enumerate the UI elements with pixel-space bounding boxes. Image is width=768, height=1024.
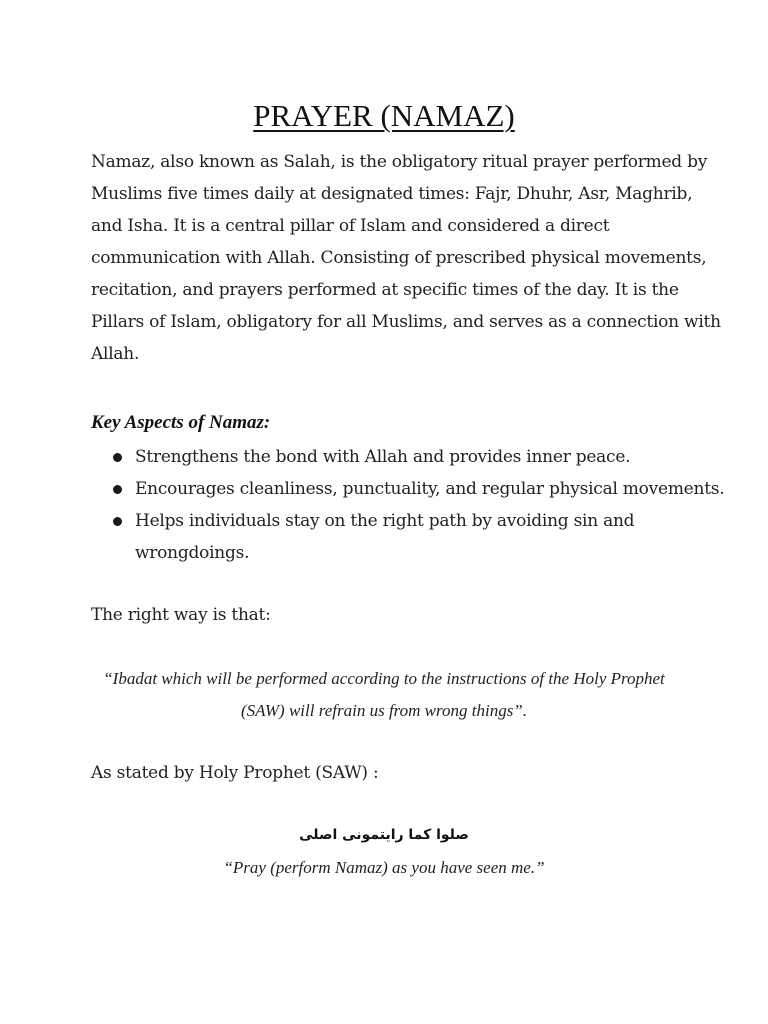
quote-line: “Ibadat which will be performed according to the instructions of the Holy Prophet <box>103 669 665 688</box>
quote-line: (SAW) will refrain us from wrong things”. <box>240 701 528 720</box>
list-item <box>110 441 710 473</box>
intro-paragraph <box>91 146 721 370</box>
bullet-icon <box>113 485 122 494</box>
key-aspects-list <box>110 441 725 569</box>
intro-line: communication with Allah. Consisting of prescribed physical movements, <box>91 248 707 268</box>
list-item-text: Strengthens the bond with Allah and provides inner peace. <box>135 447 631 467</box>
hadith-translation: “Pray (perform Namaz) as you have seen me.” <box>223 858 545 877</box>
intro-line: Pillars of Islam, obligatory for all Muslims, and serves as a connection with <box>91 312 721 332</box>
intro-line: Namaz, also known as Salah, is the obligatory ritual prayer performed by <box>91 152 708 172</box>
intro-line: Muslims five times daily at designated times: Fajr, Dhuhr, Asr, Maghrib, <box>91 184 693 204</box>
right-way-text: The right way is that: <box>91 605 271 625</box>
intro-line: Allah. <box>91 344 140 364</box>
list-item <box>110 505 710 569</box>
list-item-text: Encourages cleanliness, punctuality, and regular physical movements. <box>135 479 725 499</box>
hadith-quote <box>0 663 768 727</box>
stated-text: As stated by Holy Prophet (SAW) : <box>91 763 379 783</box>
intro-line: and Isha. It is a central pillar of Islam and considered a direct <box>91 216 610 236</box>
bullet-icon <box>113 517 122 526</box>
list-item-text: Helps individuals stay on the right path by avoiding sin and <box>135 511 635 531</box>
intro-line: recitation, and prayers performed at specific times of the day. It is the <box>91 280 679 300</box>
list-item <box>110 473 725 505</box>
key-aspects-heading: Key Aspects of Namaz: <box>91 412 271 433</box>
list-item-text: wrongdoings. <box>135 543 250 563</box>
bullet-icon <box>113 453 122 462</box>
arabic-hadith: صلوا كما رايتمونى اصلى <box>299 827 469 843</box>
page-title: PRAYER (NAMAZ) <box>253 98 515 133</box>
